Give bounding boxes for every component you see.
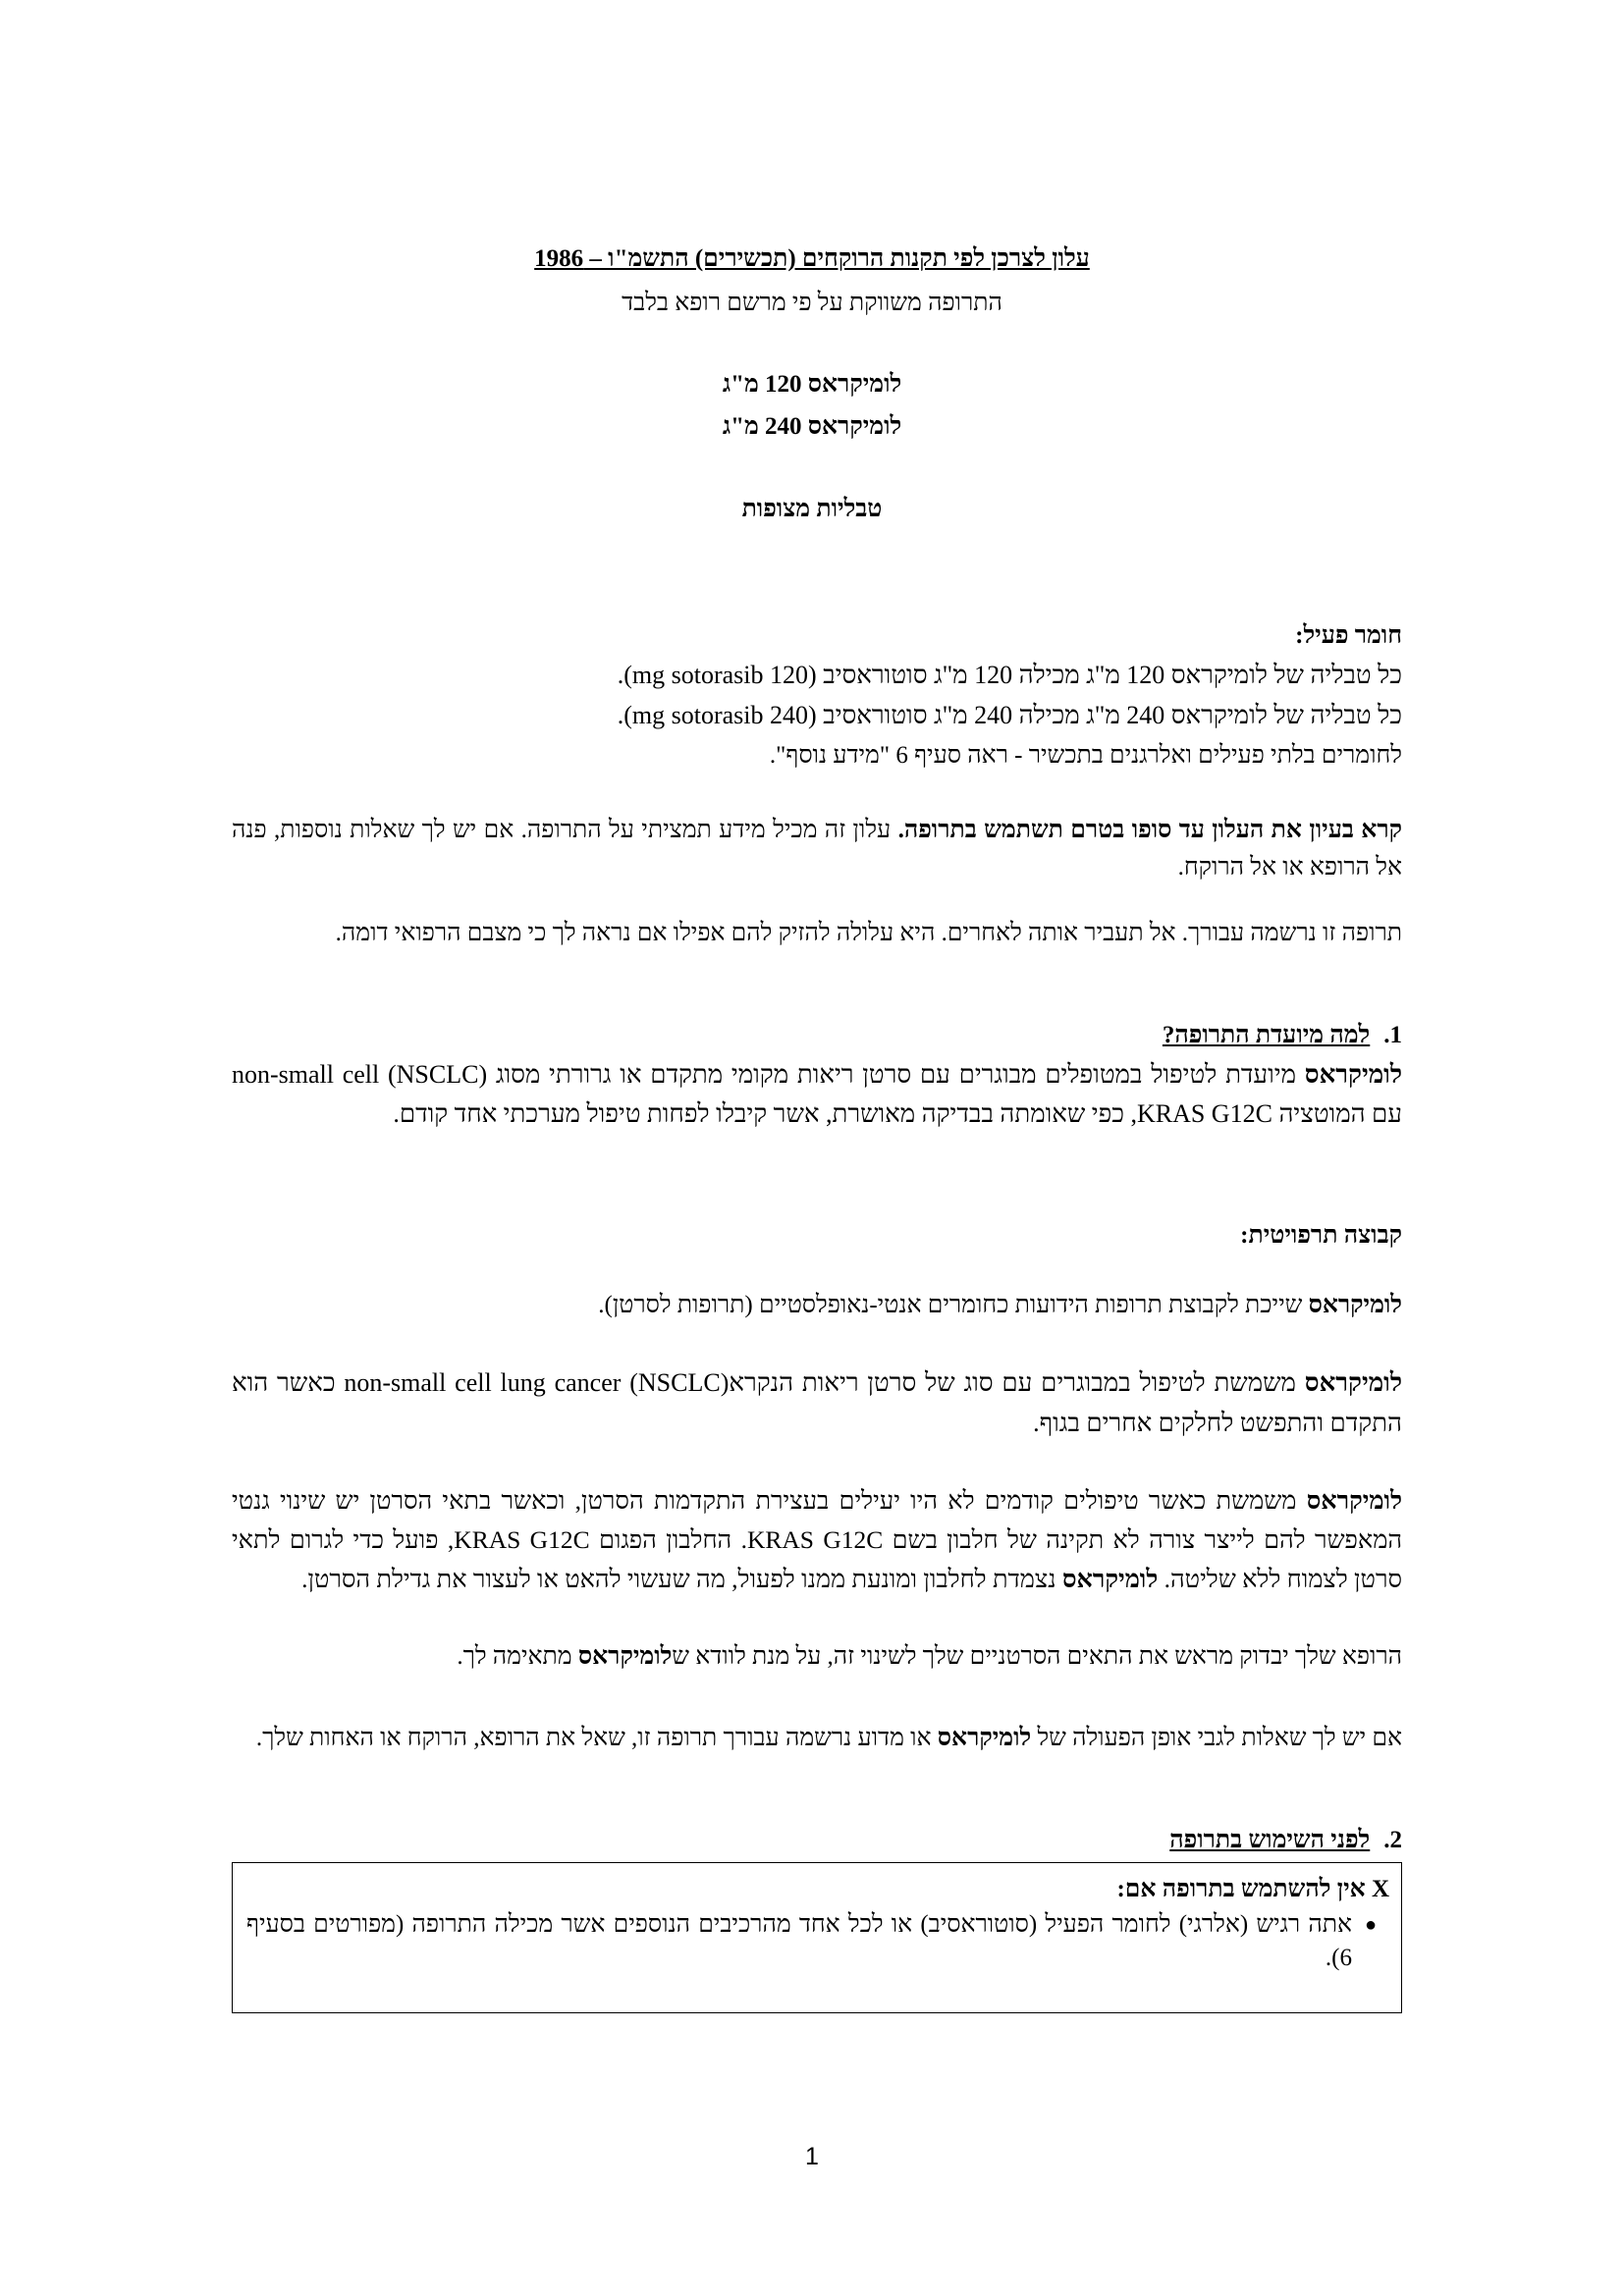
section-1-brand: לומיקראס xyxy=(1304,1060,1402,1089)
doctor-check-brand: לומיקראס xyxy=(577,1643,673,1670)
prescribed-for-you-paragraph: תרופה זו נרשמה עבורך. אל תעביר אותה לאחרים. היא עלולה להזיק להם אפילו אם נראה לך כי מצבם הרפואי דומה. xyxy=(335,920,1402,946)
do-not-use-item xyxy=(246,1908,1389,1975)
do-not-use-heading-row xyxy=(246,1873,1389,1906)
read-leaflet-bold: קרא בעיון את העלון עד סופו בטרם תשתמש בתרופה. xyxy=(897,817,1402,843)
usage-brand: לומיקראס xyxy=(1304,1368,1402,1397)
do-not-use-heading: אין להשתמש בתרופה אם: xyxy=(1116,1876,1366,1902)
therapeutic-group-desc: שייכת לקבוצת תרופות הידועות כחומרים אנטי-נאופלסטיים (תרופות לסרטן). xyxy=(598,1292,1309,1318)
section-2-number: 2. xyxy=(1383,1827,1402,1853)
do-not-use-item-text: אתה רגיש (אלרגי) לחומר הפעיל (סוטוראסיב) או לכל אחד מהרכיבים הנוספים אשר מכילה התרופה (מפורטים בסעיף 6). xyxy=(246,1911,1352,1971)
section-2-heading xyxy=(232,1823,1402,1858)
bullet-icon: ● xyxy=(1364,1914,1378,1936)
product-name-120: לומיקראס 120 מ"ג xyxy=(722,371,902,398)
mechanism-brand-1: לומיקראס xyxy=(1306,1486,1402,1515)
therapeutic-group-brand: לומיקראס xyxy=(1308,1292,1402,1318)
inactive-ingredients-note: לחומרים בלתי פעילים ואלרגנים בתכשיר - ראה סעיף 6 "מידע נוסף". xyxy=(769,742,1402,769)
product-name-240: לומיקראס 240 מ"ג xyxy=(722,413,902,440)
section-1-indication xyxy=(232,1055,1402,1134)
usage-paragraph xyxy=(232,1362,1402,1443)
read-leaflet-rest: עלון זה מכיל מידע תמציתי על התרופה. אם יש לך שאלות נוספות, פנה אל הרופא או אל הרוקח. xyxy=(232,817,1402,881)
page-number: 1 xyxy=(805,2143,819,2170)
do-not-use-content xyxy=(246,1873,1389,1975)
read-leaflet-paragraph xyxy=(232,812,1402,886)
dosage-form: טבליות מצופות xyxy=(741,496,883,522)
regulation-title: עלון לצרכן לפי תקנות הרוקחים (תכשירים) התשמ"ו – 1986 xyxy=(534,245,1090,272)
doctor-check-text-2: מתאימה לך. xyxy=(457,1643,578,1670)
section-2-title: לפני השימוש בתרופה xyxy=(1169,1827,1371,1853)
x-marker: X xyxy=(1371,1876,1389,1902)
active-ingredient-line-120: כל טבליה של לומיקראס 120 מ"ג מכילה 120 מ"ג סוטוראסיב (120 mg sotorasib). xyxy=(617,661,1402,689)
mechanism-text-2: נצמדת לחלבון ומונעת ממנו לפעול, מה שעשוי להאט או לעצור את גדילת הסרטן. xyxy=(301,1565,1062,1593)
section-1-title: למה מיועדת התרופה? xyxy=(1162,1022,1371,1048)
section-1-number: 1. xyxy=(1383,1022,1402,1048)
section-1-indication-text: מיועדת לטיפול במטופלים מבוגרים עם סרטן ריאות מקומי מתקדם או גרורתי מסוג non-small cell (NSCLC) עם המוטציה KRAS G12C, כפי שאומתה בבדיקה מאושרת, אשר קיבלו לפחות טיפול מערכתי אחד קודם. xyxy=(232,1060,1402,1128)
active-ingredient-heading: חומר פעיל: xyxy=(1295,622,1402,649)
doctor-check-paragraph xyxy=(232,1638,1402,1676)
active-ingredient-line-240: כל טבליה של לומיקראס 240 מ"ג מכילה 240 מ"ג סוטוראסיב (240 mg sotorasib). xyxy=(617,701,1402,729)
questions-text-1: אם יש לך שאלות לגבי אופן הפעולה של xyxy=(1031,1725,1402,1751)
questions-paragraph xyxy=(232,1720,1402,1757)
therapeutic-group-heading: קבוצה תרפויטית: xyxy=(1240,1222,1402,1249)
doctor-check-text-1: הרופא שלך יבדוק מראש את התאים הסרטניים שלך לשינוי זה, על מנת לוודא ש xyxy=(672,1643,1402,1670)
section-1-heading xyxy=(232,1018,1402,1053)
usage-text: משמשת לטיפול במבוגרים עם סוג של סרטן ריאות הנקראnon-small cell lung cancer (NSCLC) כאשר הוא התקדם והתפשט לחלקים אחרים בגוף. xyxy=(232,1368,1402,1437)
questions-text-2: או מדוע נרשמה עבורך תרופה זו, שאל את הרופא, הרוקח או האחות שלך. xyxy=(255,1725,938,1751)
mechanism-brand-2: לומיקראס xyxy=(1061,1565,1159,1593)
prescription-note: התרופה משווקת על פי מרשם רופא בלבד xyxy=(622,290,1002,316)
mechanism-text-1: משמשת כאשר טיפולים קודמים לא היו יעילים בעצירת התקדמות הסרטן, וכאשר בתאי הסרטן יש שינוי גנטי המאפשר להם לייצר צורה לא תקינה של חלבון בשם KRAS G12C. החלבון הפגום KRAS G12C, פועל כדי לגרום לתאי סרטן לצמוח ללא שליטה. xyxy=(232,1486,1402,1593)
do-not-use-box xyxy=(232,1862,1402,2013)
therapeutic-group-text xyxy=(232,1287,1402,1324)
mechanism-paragraph xyxy=(232,1481,1402,1599)
questions-brand: לומיקראס xyxy=(937,1725,1032,1751)
